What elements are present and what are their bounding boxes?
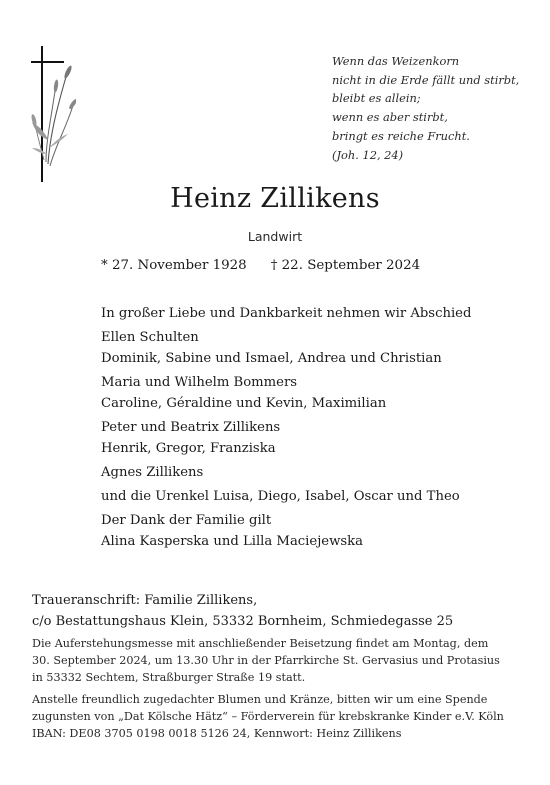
mourner-line: Dominik, Sabine und Ismael, Andrea und Christian: [101, 351, 442, 366]
mourner-group: [101, 327, 541, 369]
mourner-line: Der Dank der Familie gilt: [101, 513, 272, 528]
deceased-profession: Landwirt: [247, 229, 303, 244]
info-line: Anstelle freundlich zugedachter Blumen und Kränze, bitten wir um eine Spende: [32, 692, 488, 706]
mourner-group: [101, 372, 541, 414]
verse-line: Wenn das Weizenkorn: [332, 54, 460, 68]
verse-line: wenn es aber stirbt,: [332, 110, 448, 125]
deceased-name: Heinz Zillikens: [170, 183, 380, 214]
verse-reference: (Joh. 12, 24): [332, 147, 404, 162]
mourners-list: [101, 303, 541, 552]
mourner-line: Caroline, Géraldine und Kevin, Maximilian: [101, 396, 387, 411]
funeral-mass-info: [32, 635, 532, 687]
cross-with-wheat-icon: [28, 44, 76, 184]
info-line: 30. September 2024, um 13.30 Uhr in der Pfarrkirche St. Gervasius und Protasius: [32, 654, 500, 668]
verse-line: bringt es reiche Frucht.: [332, 128, 470, 143]
mourner-group: [101, 486, 541, 507]
mourning-address: [32, 590, 542, 632]
farewell-intro: In großer Liebe und Dankbarkeit nehmen wir Abschied: [101, 306, 472, 321]
address-line: c/o Bestattungshaus Klein, 53332 Bornheim, Schmiedegasse 25: [32, 614, 454, 629]
info-line: IBAN: DE08 3705 0198 0018 5126 24, Kennwort: Heinz Zillikens: [32, 727, 402, 741]
address-line: Traueranschrift: Familie Zillikens,: [32, 593, 258, 608]
mourner-line: Maria und Wilhelm Bommers: [101, 375, 298, 390]
life-dates: [101, 258, 420, 273]
death-date: † 22. September 2024: [270, 258, 421, 273]
mourner-line: Peter und Beatrix Zillikens: [101, 420, 281, 435]
mourner-line: Agnes Zillikens: [101, 465, 204, 480]
mourner-line: Ellen Schulten: [101, 330, 199, 345]
info-line: Die Auferstehungsmesse mit anschließender Beisetzung findet am Montag, dem: [32, 637, 489, 650]
verse-line: bleibt es allein;: [332, 91, 421, 106]
mourner-group: [101, 462, 541, 483]
mourner-line: und die Urenkel Luisa, Diego, Isabel, Oscar und Theo: [101, 489, 460, 504]
bible-verse: [332, 52, 542, 164]
mourner-line: Henrik, Gregor, Franziska: [101, 441, 276, 456]
info-line: zugunsten von „Dat Kölsche Hätz“ – Förderverein für krebskranke Kinder e.V. Köln: [32, 709, 504, 723]
mourner-group: [101, 510, 541, 552]
birth-date: * 27. November 1928: [101, 258, 247, 273]
mourner-line: Alina Kasperska und Lilla Maciejewska: [101, 534, 364, 549]
donation-info: [32, 691, 532, 743]
info-line: in 53332 Sechtem, Straßburger Straße 19 statt.: [32, 671, 306, 685]
mourner-group: [101, 417, 541, 459]
verse-line: nicht in die Erde fällt und stirbt,: [332, 72, 520, 87]
notice-details: [32, 635, 532, 742]
